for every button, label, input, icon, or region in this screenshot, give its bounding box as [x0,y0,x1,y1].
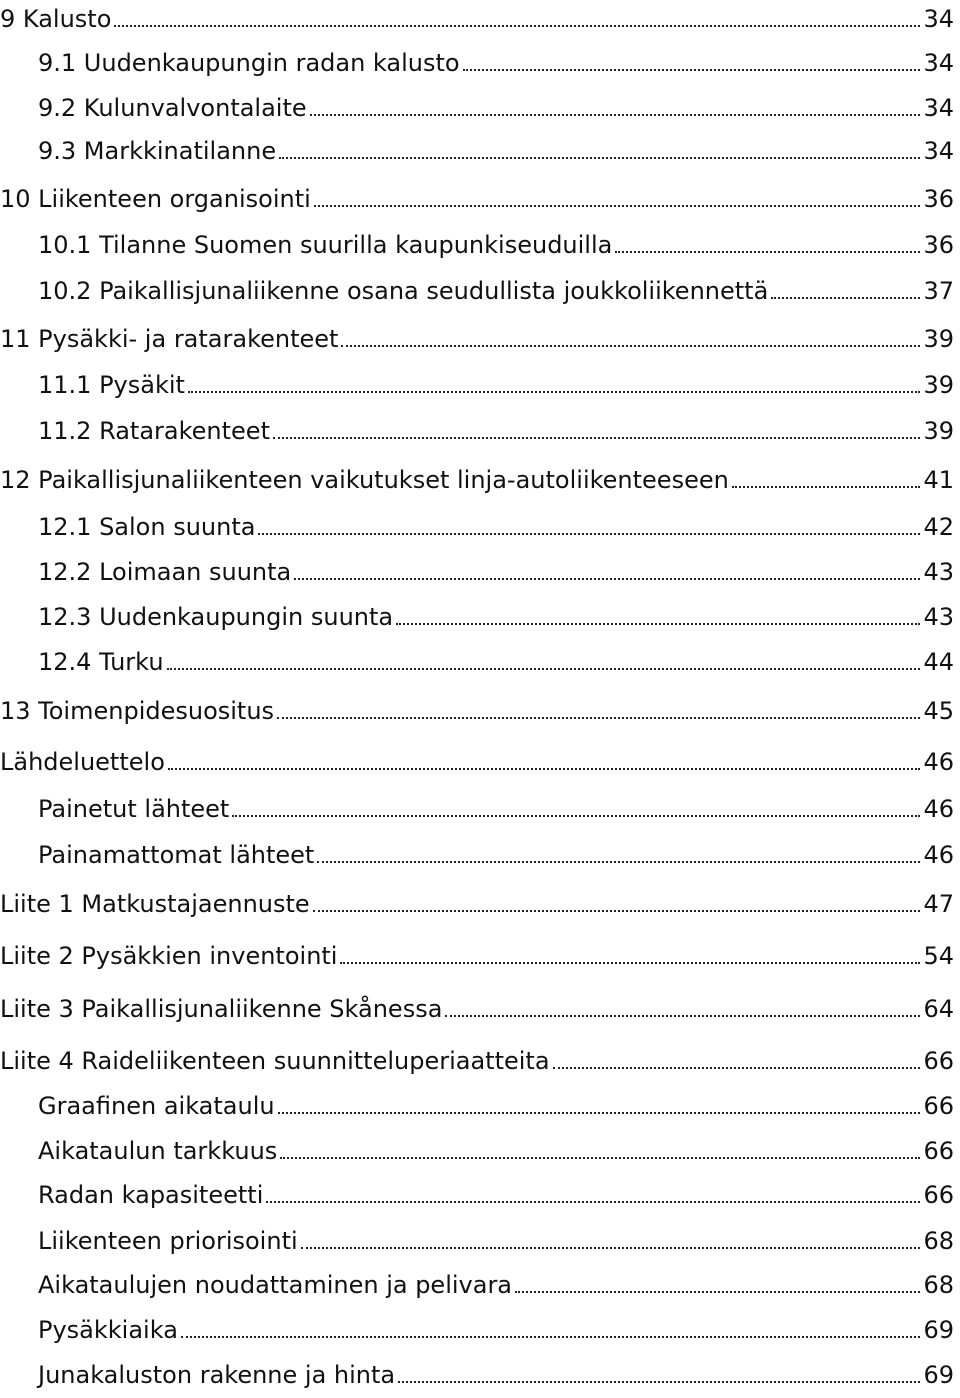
toc-entry-title: Aikataulun tarkkuus [38,1137,278,1165]
toc-entry-title: Pysäkkiaika [38,1316,178,1344]
toc-entry-title: 12.2 Loimaan suunta [38,558,292,586]
toc-entry-page-number: 68 [923,1271,954,1299]
toc-dot-leader [553,1067,921,1069]
toc-entry[interactable] [38,1132,954,1166]
toc-entry-page-number: 36 [923,231,954,259]
toc-dot-leader [341,345,920,347]
toc-entry-page-number: 66 [923,1047,954,1075]
toc-entry[interactable] [38,598,954,632]
toc-dot-leader [301,1247,921,1249]
toc-entry[interactable] [38,508,954,542]
toc-entry-title: 9.1 Uudenkaupungin radan kalusto [38,49,460,77]
toc-dot-leader [279,157,920,159]
toc-entry[interactable] [38,643,954,677]
toc-entry-page-number: 64 [923,995,954,1023]
toc-dot-leader [181,1336,921,1338]
toc-entry-title: Painetut lähteet [38,795,230,823]
toc-entry[interactable] [38,553,954,587]
toc-entry[interactable] [0,885,954,919]
toc-dot-leader [313,910,921,912]
toc-entry-page-number: 41 [923,466,954,494]
toc-entry-page-number: 66 [923,1181,954,1209]
toc-entry-page-number: 43 [923,603,954,631]
toc-entry-title: 12 Paikallisjunaliikenteen vaikutukset linja-autoliikenteeseen [0,466,729,494]
toc-entry-title: 9.3 Markkinatilanne [38,137,277,165]
toc-entry-page-number: 34 [923,5,954,33]
toc-entry[interactable] [0,180,954,214]
toc-entry[interactable] [0,461,954,495]
toc-entry-title: 9 Kalusto [0,5,112,33]
toc-entry-page-number: 68 [923,1227,954,1255]
toc-entry-page-number: 46 [923,748,954,776]
toc-entry-page-number: 66 [923,1137,954,1165]
toc-entry-title: Aikataulujen noudattaminen ja pelivara [38,1271,513,1299]
toc-entry-page-number: 46 [923,841,954,869]
toc-entry-title: Radan kapasiteetti [38,1181,264,1209]
toc-entry-page-number: 46 [923,795,954,823]
toc-dot-leader [278,1112,921,1114]
toc-entry-page-number: 42 [923,513,954,541]
toc-entry[interactable] [38,132,954,166]
toc-dot-leader [167,668,921,670]
toc-entry-title: Liite 1 Matkustajaennuste [0,890,310,918]
toc-entry[interactable] [38,89,954,123]
toc-entry-page-number: 34 [923,137,954,165]
toc-dot-leader [314,205,921,207]
toc-entry-title: 10 Liikenteen organisointi [0,185,311,213]
toc-entry-page-number: 54 [923,942,954,970]
toc-dot-leader [615,251,920,253]
toc-entry-title: Graafinen aikataulu [38,1092,275,1120]
toc-entry-page-number: 44 [923,648,954,676]
toc-entry-page-number: 39 [923,325,954,353]
toc-entry[interactable] [38,1311,954,1345]
toc-entry-title: 12.1 Salon suunta [38,513,256,541]
toc-entry-page-number: 43 [923,558,954,586]
toc-entry[interactable] [0,1042,954,1076]
toc-dot-leader [273,437,920,439]
toc-entry[interactable] [38,1222,954,1256]
toc-entry-title: 11 Pysäkki- ja ratarakenteet [0,325,339,353]
toc-entry[interactable] [0,692,954,726]
toc-entry-title: Lähdeluettelo [0,748,165,776]
toc-entry-page-number: 39 [923,371,954,399]
toc-dot-leader [398,1381,920,1383]
toc-entry[interactable] [38,1087,954,1121]
toc-entry-title: 11.1 Pysäkit [38,371,185,399]
toc-dot-leader [445,1015,920,1017]
toc-entry-title: 10.1 Tilanne Suomen suurilla kaupunkiseuduilla [38,231,613,259]
toc-dot-leader [396,623,920,625]
toc-entry-page-number: 45 [923,697,954,725]
toc-entry-title: Painamattomat lähteet [38,841,315,869]
toc-entry-title: 12.3 Uudenkaupungin suunta [38,603,394,631]
toc-dot-leader [515,1291,920,1293]
toc-entry-title: Liite 2 Pysäkkien inventointi [0,942,338,970]
toc-entry[interactable] [38,1266,954,1300]
toc-entry[interactable] [0,937,954,971]
toc-dot-leader [188,391,921,393]
toc-dot-leader [340,962,920,964]
toc-entry[interactable] [38,1176,954,1210]
toc-dot-leader [732,486,921,488]
toc-entry-title: Liikenteen priorisointi [38,1227,298,1255]
toc-entry[interactable] [38,226,954,260]
toc-entry[interactable] [0,990,954,1024]
toc-entry[interactable] [0,320,954,354]
toc-entry[interactable] [0,0,954,34]
toc-entry-page-number: 34 [923,49,954,77]
toc-dot-leader [317,861,920,863]
toc-entry[interactable] [38,272,954,306]
toc-dot-leader [280,1157,920,1159]
toc-entry-page-number: 66 [923,1092,954,1120]
toc-entry-title: Liite 3 Paikallisjunaliikenne Skånessa [0,995,443,1023]
toc-entry-title: Liite 4 Raideliikenteen suunnitteluperiaatteita [0,1047,550,1075]
toc-entry-title: 12.4 Turku [38,648,164,676]
toc-entry[interactable] [38,836,954,870]
toc-dot-leader [294,578,920,580]
toc-entry[interactable] [38,366,954,400]
toc-entry[interactable] [38,790,954,824]
toc-dot-leader [277,717,920,719]
toc-dot-leader [168,768,921,770]
toc-entry[interactable] [0,743,954,777]
toc-entry-page-number: 37 [923,277,954,305]
toc-entry-title: 13 Toimenpidesuositus [0,697,275,725]
toc-entry-title: Junakaluston rakenne ja hinta [38,1361,396,1389]
toc-entry-title: 9.2 Kulunvalvontalaite [38,94,307,122]
toc-dot-leader [258,533,920,535]
toc-dot-leader [114,25,920,27]
toc-entry-title: 11.2 Ratarakenteet [38,417,270,445]
toc-dot-leader [463,69,921,71]
toc-entry[interactable] [38,412,954,446]
toc-entry[interactable] [38,44,954,78]
toc-entry-title: 10.2 Paikallisjunaliikenne osana seudullista joukkoliikennettä [38,277,769,305]
toc-entry[interactable] [38,1356,954,1390]
toc-entry-page-number: 39 [923,417,954,445]
toc-entry-page-number: 34 [923,94,954,122]
toc-dot-leader [771,297,920,299]
toc-entry-page-number: 69 [923,1316,954,1344]
toc-entry-page-number: 47 [923,890,954,918]
toc-dot-leader [310,114,921,116]
toc-entry-page-number: 69 [923,1361,954,1389]
toc-dot-leader [266,1201,920,1203]
toc-entry-page-number: 36 [923,185,954,213]
toc-dot-leader [232,815,920,817]
